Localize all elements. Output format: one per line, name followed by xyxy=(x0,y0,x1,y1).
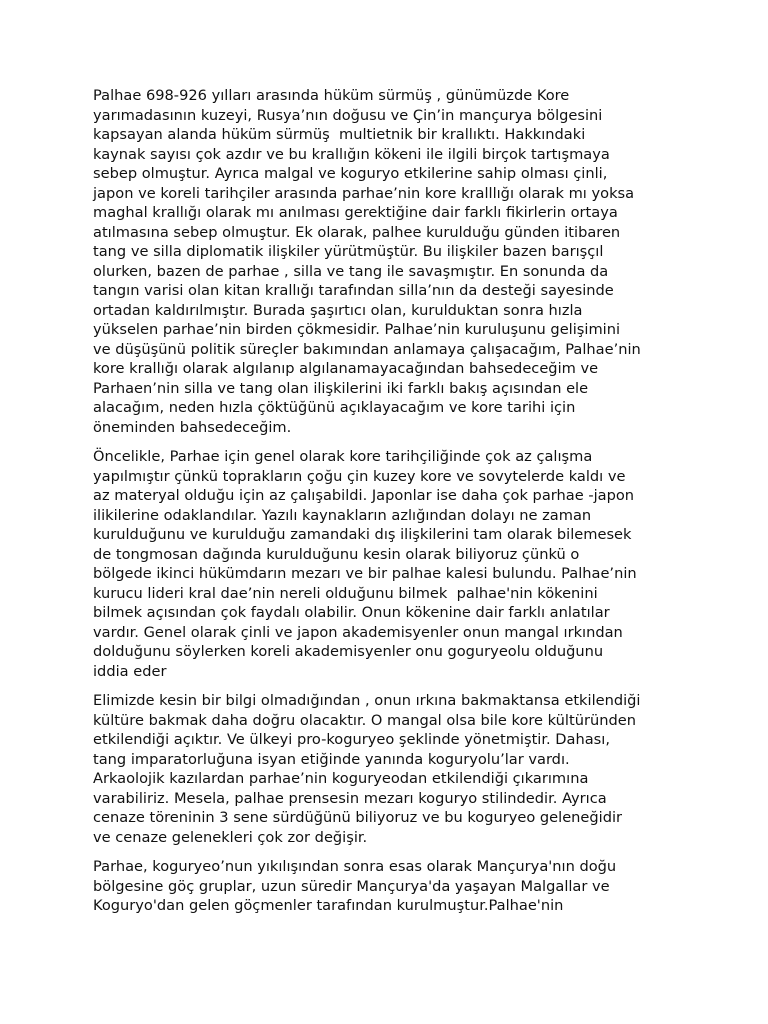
paragraph-1 xyxy=(93,86,683,437)
text-line: Palhae 698-926 yılları arasında hüküm sürmüş , günümüzde Kore xyxy=(93,87,570,104)
text-line: dolduğunu söylerken koreli akademisyenler onu goguryeolu olduğunu xyxy=(93,643,604,660)
paragraph-2 xyxy=(93,447,683,681)
text-line: iddia eder xyxy=(93,662,167,680)
text-line: bölgede ikinci hükümdarın mezarı ve bir palhae kalesi bulundu. Palhae’nin xyxy=(93,565,637,582)
text-line: ilikilerine odaklandılar. Yazılı kaynakların azlığından dolayı ne zaman xyxy=(93,506,592,524)
text-line: kültüre bakmak daha doğru olacaktır. O mangal olsa bile kore kültüründen xyxy=(93,711,636,729)
document-body xyxy=(93,86,683,926)
text-line: olurken, bazen de parhae , silla ve tang ile savaşmıştır. En sonunda da xyxy=(93,262,609,280)
text-line: alacağım, neden hızla çöktüğünü açıklayacağım ve kore tarihi için xyxy=(93,399,576,416)
text-line: vardır. Genel olarak çinli ve japon akademisyenler onun mangal ırkından xyxy=(93,623,623,641)
text-line: varabiliriz. Mesela, palhae prensesin mezarı koguryo stilindedir. Ayrıca xyxy=(93,789,607,807)
text-line: cenaze töreninin 3 sene sürdüğünü biliyoruz ve bu koguryeo geleneğidir xyxy=(93,809,623,826)
text-line: kore krallığı olarak algılanıp algılanamayacağından bahsedeceğim ve xyxy=(93,360,599,377)
text-line: kapsayan alanda hüküm sürmüş multietnik bir krallıktı. Hakkındaki xyxy=(93,126,586,143)
text-line: yarımadasının kuzeyi, Rusya’nın doğusu ve Çin’in mançurya bölgesini xyxy=(93,106,603,124)
text-line: Öncelikle, Parhae için genel olarak kore tarihçiliğinde çok az çalışma xyxy=(93,448,593,465)
text-line: Elimizde kesin bir bilgi olmadığından , onun ırkına bakmaktansa etkilendiği xyxy=(93,692,641,709)
text-line: maghal krallığı olarak mı anılması gerektiğine dair farklı fikirlerin ortaya xyxy=(93,204,618,221)
text-line: kurulduğunu ve kurulduğu zamandaki dış ilişkilerini tam olarak bilemesek xyxy=(93,526,632,543)
text-line: atılmasına sebep olmuştur. Ek olarak, palhee kurulduğu günden itibaren xyxy=(93,223,621,241)
text-line: de tongmosan dağında kurulduğunu kesin olarak biliyoruz çünkü o xyxy=(93,545,580,563)
text-line: az materyal olduğu için az çalışabildi. Japonlar ise daha çok parhae -japon xyxy=(93,487,635,504)
text-line: kurucu lideri kral dae’nin nereli olduğunu bilmek palhae'nin kökenini xyxy=(93,584,598,602)
text-line: tang imparatorluğuna isyan etiğinde yanında koguryolu’lar vardı. xyxy=(93,750,570,768)
text-line: tangın varisi olan kitan krallığı tarafından silla’nın da desteği sayesinde xyxy=(93,282,614,299)
text-line: bölgesine göç gruplar, uzun süredir Mançurya'da yaşayan Malgallar ve xyxy=(93,877,610,895)
paragraph-3 xyxy=(93,691,683,847)
text-line: yükselen parhae’nin birden çökmesidir. Palhae’nin kuruluşunu gelişimini xyxy=(93,321,621,338)
paragraph-4 xyxy=(93,857,683,916)
text-line: japon ve koreli tarihçiler arasında parhae’nin kore kralllığı olarak mı yoksa xyxy=(93,184,635,202)
text-line: öneminden bahsedeceğim. xyxy=(93,418,292,436)
text-line: Parhae, koguryeo’nun yıkılışından sonra esas olarak Mançurya'nın doğu xyxy=(93,858,617,875)
text-line: ve cenaze gelenekleri çok zor değişir. xyxy=(93,828,368,846)
text-line: ortadan kaldırılmıştır. Burada şaşırtıcı olan, kurulduktan sonra hızla xyxy=(93,301,583,319)
text-line: yapılmıştır çünkü toprakların çoğu çin kuzey kore ve sovytelerde kaldı ve xyxy=(93,467,626,485)
text-line: Parhaen’nin silla ve tang olan ilişkilerini iki farklı bakış açısından ele xyxy=(93,379,589,397)
text-line: Koguryo'dan gelen göçmenler tarafından kurulmuştur.Palhae'nin xyxy=(93,897,564,914)
text-line: etkilendiği açıktır. Ve ülkeyi pro-koguryeo şeklinde yönetmiştir. Dahası, xyxy=(93,731,610,748)
text-line: bilmek açısından çok faydalı olabilir. Onun kökenine dair farklı anlatılar xyxy=(93,604,610,621)
text-line: tang ve silla diplomatik ilişkiler yürütmüştür. Bu ilişkiler bazen barışçıl xyxy=(93,243,604,260)
text-line: sebep olmuştur. Ayrıca malgal ve koguryo etkilerine sahip olması çinli, xyxy=(93,165,608,182)
text-line: ve düşüşünü politik süreçler bakımından anlamaya çalışacağım, Palhae’nin xyxy=(93,340,641,358)
text-line: kaynak sayısı çok azdır ve bu krallığın kökeni ile ilgili birçok tartışmaya xyxy=(93,145,610,163)
text-line: Arkaolojik kazılardan parhae’nin koguryeodan etkilendiği çıkarımına xyxy=(93,770,589,787)
